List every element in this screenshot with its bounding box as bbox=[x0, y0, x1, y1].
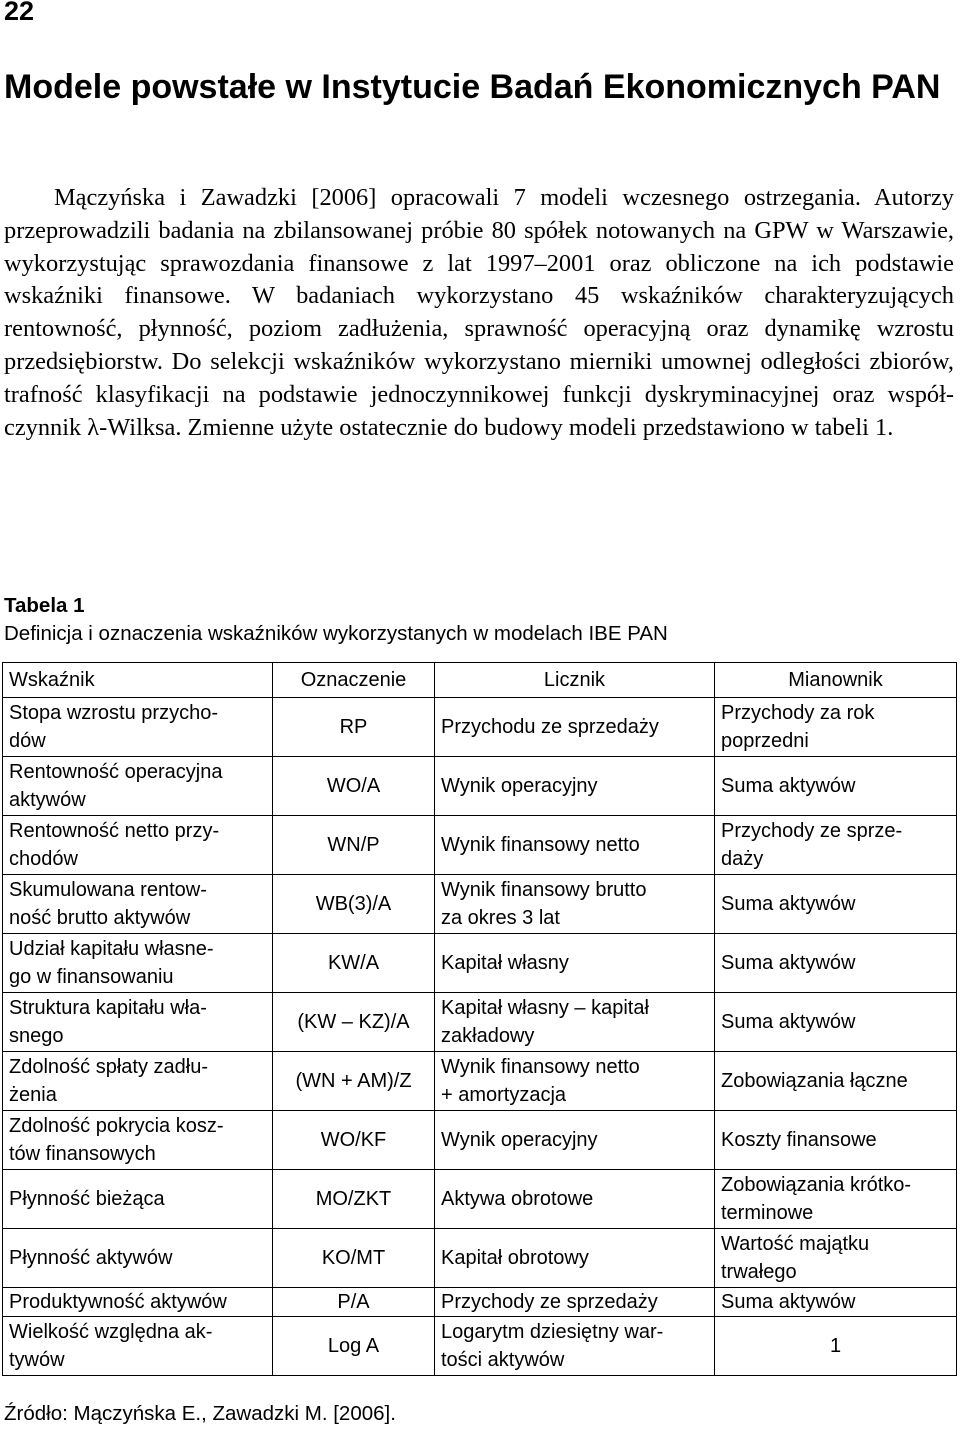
table-cell bbox=[715, 757, 957, 816]
table-row bbox=[3, 875, 957, 934]
table-row bbox=[3, 757, 957, 816]
table-cell bbox=[273, 757, 435, 816]
table-cell bbox=[3, 1229, 273, 1288]
page-number: 22 bbox=[4, 0, 35, 26]
cell-text: Przychody za rok poprzedni bbox=[721, 702, 875, 752]
table-cell bbox=[273, 1288, 435, 1317]
cell-text: Przychody ze sprze- daży bbox=[721, 820, 903, 870]
table-row bbox=[3, 1052, 957, 1111]
table-cell bbox=[273, 934, 435, 993]
table-cell bbox=[3, 1111, 273, 1170]
table-cell bbox=[435, 993, 715, 1052]
cell-text: RP bbox=[339, 716, 368, 738]
table-cell bbox=[715, 1052, 957, 1111]
cell-text: Wynik finansowy netto bbox=[441, 834, 640, 856]
table-cell bbox=[435, 1229, 715, 1288]
table-cell bbox=[715, 1170, 957, 1229]
cell-text: Wynik operacyjny bbox=[441, 775, 598, 797]
cell-text: Logarytm dziesiętny war- tości aktywów bbox=[441, 1321, 664, 1371]
table-cell bbox=[3, 757, 273, 816]
cell-text: Wynik finansowy netto + amortyzacja bbox=[441, 1056, 640, 1106]
cell-text: Wartość majątku trwałego bbox=[721, 1233, 870, 1283]
indicators-table bbox=[2, 662, 957, 1376]
table-cell bbox=[3, 1317, 273, 1376]
table-cell bbox=[3, 1052, 273, 1111]
table-row bbox=[3, 816, 957, 875]
cell-text: Suma aktywów bbox=[721, 1011, 856, 1033]
table-cell bbox=[435, 816, 715, 875]
cell-text: Suma aktywów bbox=[721, 775, 856, 797]
cell-text: Zdolność pokrycia kosz- tów finansowych bbox=[9, 1115, 224, 1165]
cell-text: Wielkość względna ak- tywów bbox=[9, 1321, 213, 1371]
table-cell bbox=[3, 1170, 273, 1229]
table-cell bbox=[715, 993, 957, 1052]
table-caption: Definicja i oznaczenia wskaźników wykorzystanych w modelach IBE PAN bbox=[4, 622, 668, 645]
table-cell bbox=[435, 1170, 715, 1229]
table-cell bbox=[273, 1317, 435, 1376]
table-cell bbox=[715, 1229, 957, 1288]
cell-text: P/A bbox=[337, 1291, 370, 1313]
table-cell bbox=[715, 875, 957, 934]
table-cell bbox=[3, 1288, 273, 1317]
table-cell bbox=[3, 993, 273, 1052]
cell-text: KO/MT bbox=[321, 1247, 386, 1269]
chapter-title: Modele powstałe w Instytucie Badań Ekonomicznych PAN bbox=[4, 68, 941, 106]
table-cell bbox=[435, 698, 715, 757]
cell-text: WB(3)/A bbox=[315, 893, 392, 915]
cell-text: Skumulowana rentow- ność brutto aktywów bbox=[9, 879, 207, 929]
cell-text: MO/ZKT bbox=[315, 1188, 392, 1210]
table-header-row bbox=[3, 663, 957, 698]
cell-text: Suma aktywów bbox=[721, 1291, 856, 1313]
cell-text: Przychodu ze sprzedaży bbox=[441, 716, 659, 738]
cell-text: Suma aktywów bbox=[721, 952, 856, 974]
cell-text: Suma aktywów bbox=[721, 893, 856, 915]
table-cell bbox=[273, 875, 435, 934]
table-cell bbox=[273, 698, 435, 757]
header-cell-licznik: Licznik bbox=[435, 663, 715, 698]
cell-text: (WN + AM)/Z bbox=[295, 1070, 412, 1092]
cell-text: Przychody ze sprzedaży bbox=[441, 1291, 658, 1313]
table-cell bbox=[273, 1170, 435, 1229]
table-cell bbox=[435, 1288, 715, 1317]
header-cell-wskaznik: Wskaźnik bbox=[3, 663, 273, 698]
body-paragraph: Mączyńska i Zawadzki [2006] opracowali 7 modeli wczesnego ostrzegania. Autorzy przeprowadzili badania na zbilansowanej próbie 80 spółek notowanych na GPW w Warszawie, wykorzystując sprawozdania finansowe z lat 1997–2001 oraz obliczone na ich podstawie wskaźniki finansowe. W badaniach wykorzystano 45 wskaźników charakteryzujących rentowność, płynność, poziom zadłużenia, sprawność operacyjną oraz dynamikę wzrostu przedsiębiorstw. Do selekcji wskaźników wykorzystano mierniki umownej odległości zbiorów, trafność klasyfikacji na podstawie jednoczynnikowej funkcji dyskryminacyjnej oraz współczynnik λ-Wilksa. Zmienne użyte ostatecznie do budowy modeli przedstawiono w tabeli 1. bbox=[4, 184, 954, 441]
cell-text: Kapitał własny – kapitał zakładowy bbox=[441, 997, 649, 1047]
table-cell bbox=[273, 1229, 435, 1288]
table-row bbox=[3, 1288, 957, 1317]
cell-text: (KW – KZ)/A bbox=[297, 1011, 410, 1033]
cell-text: Produktywność aktywów bbox=[9, 1291, 227, 1313]
cell-text: WO/A bbox=[326, 775, 381, 797]
table-cell bbox=[715, 1111, 957, 1170]
cell-text: Zdolność spłaty zadłu- żenia bbox=[9, 1056, 208, 1106]
cell-text: WO/KF bbox=[320, 1129, 387, 1151]
cell-text: Rentowność netto przy- chodów bbox=[9, 820, 220, 870]
cell-text: Płynność aktywów bbox=[9, 1247, 173, 1269]
table-cell bbox=[435, 1111, 715, 1170]
table-source: Źródło: Mączyńska E., Zawadzki M. [2006]. bbox=[4, 1402, 396, 1425]
cell-text: Stopa wzrostu przycho- dów bbox=[9, 702, 218, 752]
table-cell bbox=[273, 1052, 435, 1111]
table-row bbox=[3, 1229, 957, 1288]
table-cell bbox=[3, 934, 273, 993]
cell-text: Kapitał obrotowy bbox=[441, 1247, 589, 1269]
cell-text: WN/P bbox=[327, 834, 380, 856]
table-cell bbox=[435, 1317, 715, 1376]
cell-text: Udział kapitału własne- go w finansowaniu bbox=[9, 938, 214, 988]
table-row bbox=[3, 934, 957, 993]
header-cell-mianownik: Mianownik bbox=[715, 663, 957, 698]
cell-text: Struktura kapitału wła- snego bbox=[9, 997, 207, 1047]
table-cell bbox=[435, 1052, 715, 1111]
cell-text: Płynność bieżąca bbox=[9, 1188, 165, 1210]
table-cell bbox=[715, 816, 957, 875]
cell-text: Koszty finansowe bbox=[721, 1129, 877, 1151]
table-cell bbox=[715, 1317, 957, 1376]
table-cell bbox=[435, 757, 715, 816]
cell-text: KW/A bbox=[327, 952, 380, 974]
table-cell bbox=[435, 934, 715, 993]
table-row bbox=[3, 1170, 957, 1229]
cell-text: Log A bbox=[327, 1335, 380, 1357]
cell-text: Zobowiązania krótko- terminowe bbox=[721, 1174, 912, 1224]
table-cell bbox=[3, 698, 273, 757]
table-row bbox=[3, 1317, 957, 1376]
table-row bbox=[3, 1111, 957, 1170]
cell-text: Wynik finansowy brutto za okres 3 lat bbox=[441, 879, 647, 929]
header-cell-oznaczenie: Oznaczenie bbox=[273, 663, 435, 698]
table-row bbox=[3, 698, 957, 757]
table-cell bbox=[273, 993, 435, 1052]
cell-text: Wynik operacyjny bbox=[441, 1129, 598, 1151]
table-cell bbox=[3, 875, 273, 934]
cell-text: Rentowność operacyjna aktywów bbox=[9, 761, 223, 811]
table-label: Tabela 1 bbox=[4, 594, 85, 617]
table-cell bbox=[715, 934, 957, 993]
table-cell bbox=[273, 1111, 435, 1170]
table-cell bbox=[715, 698, 957, 757]
table-cell bbox=[273, 816, 435, 875]
cell-text: Zobowiązania łączne bbox=[721, 1070, 908, 1092]
table-cell bbox=[715, 1288, 957, 1317]
table-cell bbox=[3, 816, 273, 875]
cell-text: 1 bbox=[829, 1335, 842, 1357]
table-row bbox=[3, 993, 957, 1052]
table-cell bbox=[435, 875, 715, 934]
cell-text: Aktywa obrotowe bbox=[441, 1188, 594, 1210]
cell-text: Kapitał własny bbox=[441, 952, 569, 974]
